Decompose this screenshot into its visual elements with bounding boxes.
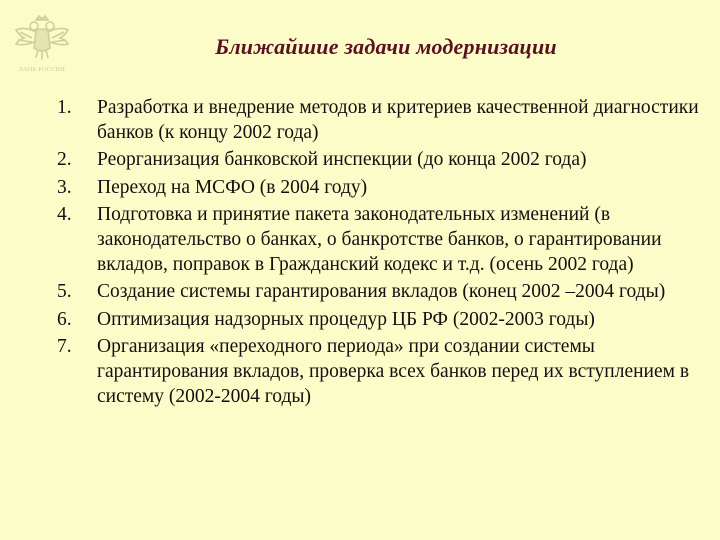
item-text: Переход на МСФО (в 2004 году) (97, 176, 368, 198)
list-item (57, 175, 707, 200)
item-text: Организация «переходного периода» при создании системы гарантирования вкладов, проверка всех банков перед их вступлением в систему (2002-2004 годы) (97, 335, 690, 408)
item-number: 2. (57, 149, 72, 171)
list-item (57, 279, 707, 304)
item-text: Подготовка и принятие пакета законодательных изменений (в законодательство о банках, о банкротстве банков, о гарантировании вкладов, поправок в Гражданский кодекс и т.д. (осень 2002 года) (97, 203, 662, 276)
item-text: Реорганизация банковской инспекции (до конца 2002 года) (97, 149, 587, 171)
item-number: 4. (57, 203, 72, 225)
item-number: 7. (57, 335, 72, 357)
item-number: 6. (57, 308, 72, 330)
item-text: Создание системы гарантирования вкладов (конец 2002 –2004 годы) (97, 281, 666, 303)
item-text: Разработка и внедрение методов и критериев качественной диагностики банков (к концу 2002 года) (97, 97, 699, 144)
page-title: Ближайшие задачи модернизации (215, 34, 557, 59)
item-number: 1. (57, 97, 72, 118)
list-item (57, 334, 707, 410)
logo-text: БАНК РОССИИ (19, 66, 65, 73)
item-text: Оптимизация надзорных процедур ЦБ РФ (2002-2003 годы) (97, 308, 595, 330)
list-item (57, 147, 707, 172)
item-number: 3. (57, 176, 72, 198)
list-item (57, 202, 707, 278)
task-list (57, 95, 707, 411)
list-item (57, 95, 707, 145)
item-number: 5. (57, 281, 72, 303)
list-item (57, 307, 707, 332)
